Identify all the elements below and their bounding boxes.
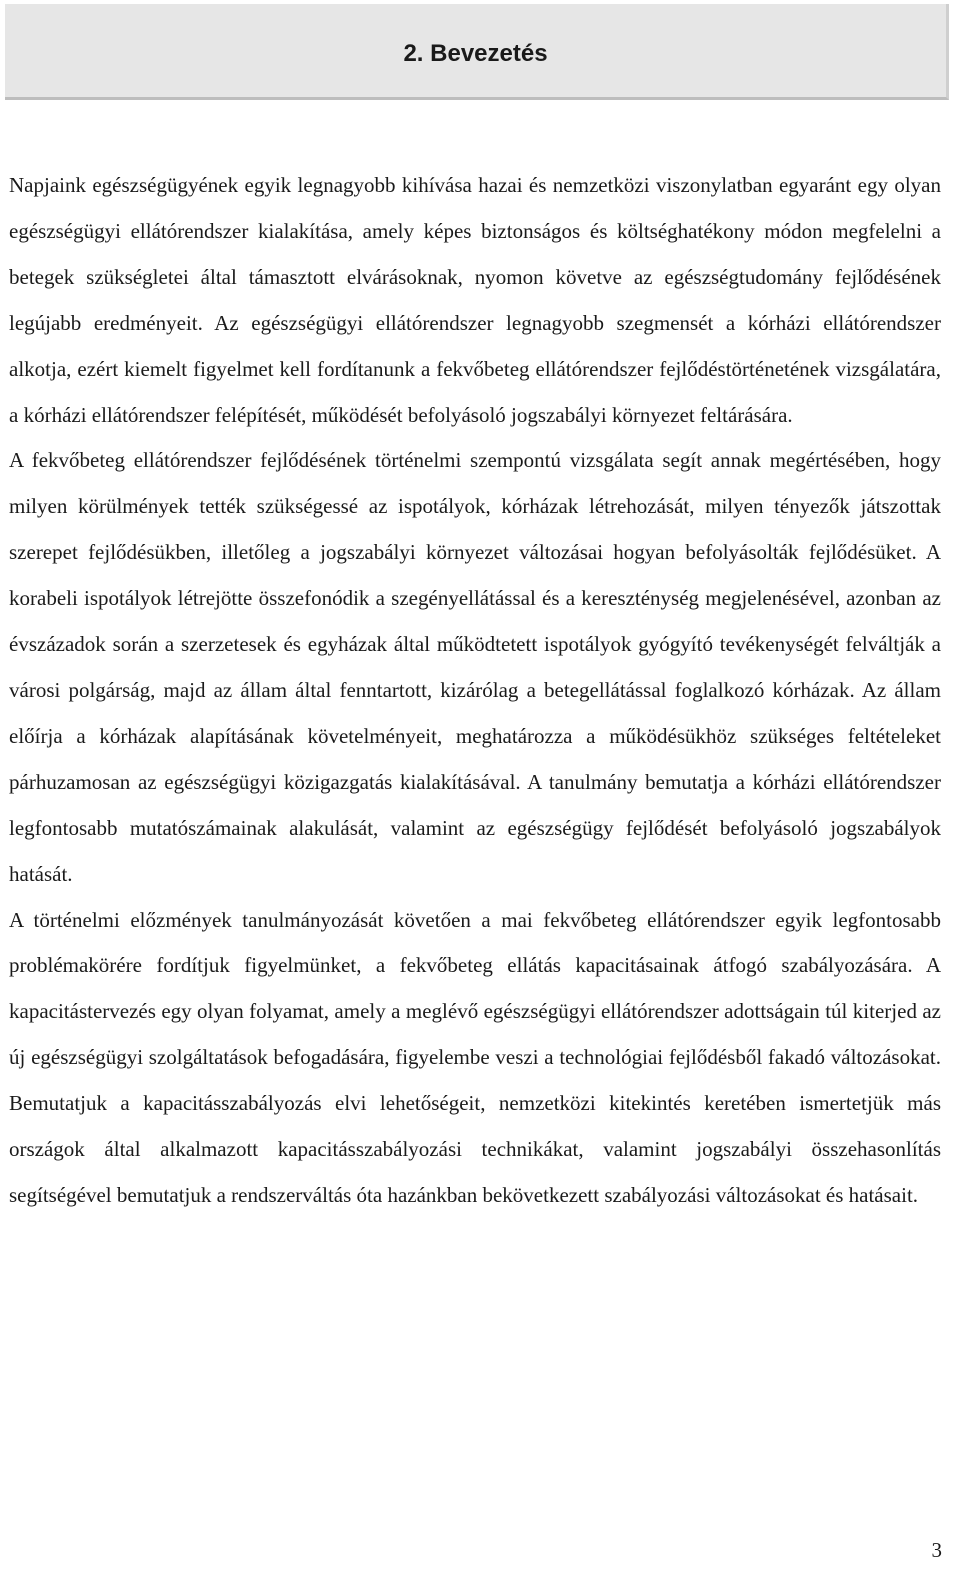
section-header	[5, 4, 949, 100]
paragraph-1: Napjaink egészségügyének egyik legnagyobb kihívása hazai és nemzetközi viszonylatban egyaránt egy olyan egészségügyi ellátórendszer kialakítása, amely képes biztonságos és költséghatékony módon megfelelni a betegek szükségletei által támasztott elvárásoknak, nyomon követve az egészségtudomány fejlődésének legújabb eredményeit. Az egészségügyi ellátórendszer legnagyobb szegmensét a kórházi ellátórendszer alkotja, ezért kiemelt figyelmet kell fordítanunk a fekvőbeteg ellátórendszer fejlődéstörténetének vizsgálatára, a kórházi ellátórendszer felépítését, működését befolyásoló jogszabályi környezet feltárására.	[9, 173, 941, 427]
paragraph-2: A fekvőbeteg ellátórendszer fejlődésének történelmi szempontú vizsgálata segít annak megértésében, hogy milyen körülmények tették szükségessé az ispotályok, kórházak létrehozását, milyen tényezők játszottak szerepet fejlődésükben, illetőleg a jogszabályi környezet változásai hogyan befolyásolták fejlődésüket. A korabeli ispotályok létrejötte összefonódik a szegényellátással és a kereszténység megjelenésével, azonban az évszázadok során a szerzetesek és egyházak által működtetett ispotályok gyógyító tevékenységét felváltják a városi polgárság, majd az állam által fenntartott, kizárólag a betegellátással foglalkozó kórházak. Az állam előírja a kórházak alapításának követelményeit, meghatározza a működésükhöz szükséges feltételeket párhuzamosan az egészségügyi közigazgatás kialakításával. A tanulmány bemutatja a kórházi ellátórendszer legfontosabb mutatószámainak alakulását, valamint az egészségügy fejlődését befolyásoló jogszabályok hatását.	[9, 448, 941, 886]
section-title: 2. Bevezetés	[403, 40, 548, 67]
page-number: 3	[931, 1538, 942, 1562]
document-body	[9, 163, 941, 1219]
paragraph-3: A történelmi előzmények tanulmányozását követően a mai fekvőbeteg ellátórendszer egyik legfontosabb problémakörére fordítjuk figyelmünket, a fekvőbeteg ellátás kapacitásainak átfogó szabályozására. A kapacitástervezés egy olyan folyamat, amely a meglévő egészségügyi ellátórendszer adottságain túl kiterjed az új egészségügyi szolgáltatások befogadására, figyelembe veszi a technológiai fejlődésből fakadó változásokat. Bemutatjuk a kapacitásszabályozás elvi lehetőségeit, nemzetközi kitekintés keretében ismertetjük más országok által alkalmazott kapacitásszabályozási technikákat, valamint jogszabályi összehasonlítás segítségével bemutatjuk a rendszerváltás óta hazánkban bekövetkezett szabályozási változásokat és hatásait.	[9, 907, 941, 1207]
